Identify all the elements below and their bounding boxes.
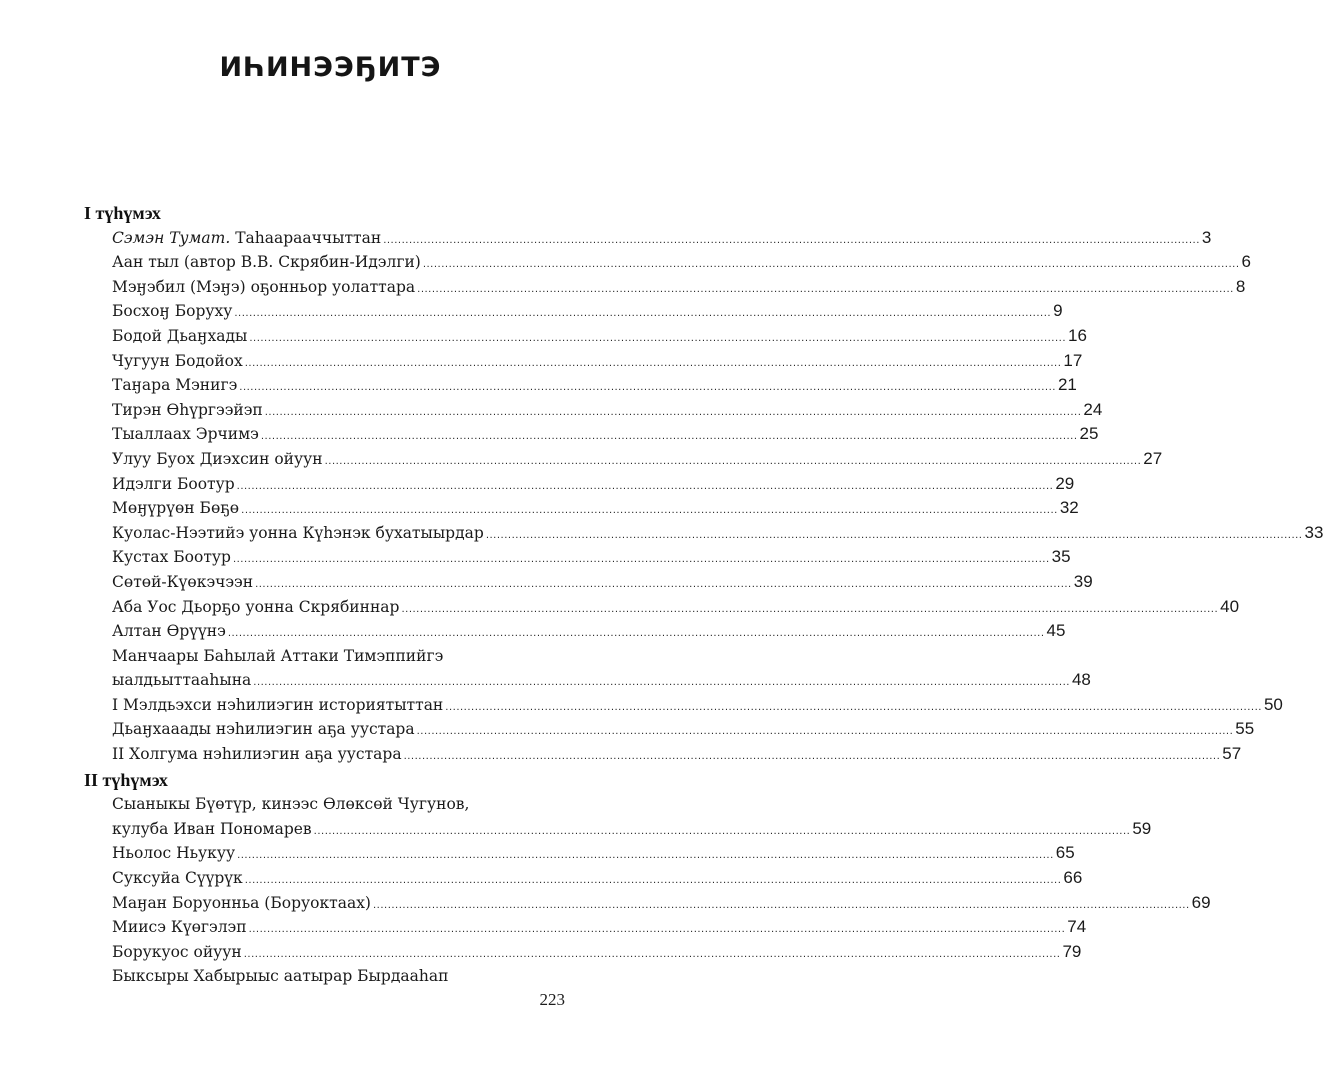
- toc-entry[interactable]: [84, 717, 1255, 742]
- toc-entry-title: [112, 226, 381, 251]
- toc-entry-page-number: 21: [1057, 375, 1077, 395]
- toc-entry[interactable]: [84, 521, 1323, 546]
- toc-entry-line: [112, 964, 564, 989]
- toc-entry-title: Быксыры Хабырыыс аатырар Бырдааһап: [112, 967, 449, 986]
- toc-entry-line: [112, 349, 1083, 374]
- toc-entry[interactable]: [84, 940, 1082, 965]
- toc-entry-line: [112, 299, 1063, 324]
- table-of-contents: [84, 200, 1323, 989]
- toc-entry-page-number: 57: [1222, 744, 1242, 764]
- toc-entry-line: [112, 250, 1251, 275]
- toc-entry[interactable]: [84, 250, 1251, 275]
- toc-entry[interactable]: [84, 472, 1075, 497]
- toc-entry-page-number: 32: [1059, 498, 1079, 518]
- toc-entry-line: [112, 693, 1283, 718]
- toc-entry-author: Сэмэн Тумат.: [112, 228, 231, 247]
- toc-entry-title: Кустах Боотур: [112, 548, 231, 567]
- toc-entry-page-number: 69: [1191, 892, 1211, 912]
- toc-entry-line: [112, 817, 1152, 842]
- toc-entry-title: Борукуос ойуун: [112, 942, 242, 961]
- toc-entry-title: II Холгума нэһилиэгин аҕа уустара: [112, 745, 402, 764]
- toc-entry-page-number: 74: [1067, 917, 1087, 937]
- toc-entry[interactable]: [84, 570, 1093, 595]
- toc-entry-page-number: 6: [1241, 252, 1251, 272]
- toc-entry-line: [112, 717, 1255, 742]
- toc-entry-page-number: 35: [1051, 547, 1071, 567]
- toc-entry[interactable]: [84, 349, 1083, 374]
- toc-entry[interactable]: [84, 373, 1077, 398]
- toc-entry-page-number: 59: [1132, 818, 1152, 838]
- toc-entry-title: Таӈара Мэнигэ: [112, 376, 238, 395]
- toc-entry-page-number: 3: [1201, 227, 1212, 247]
- toc-entry-line: [112, 447, 1163, 472]
- toc-entry-page-number: 45: [1046, 621, 1066, 641]
- toc-entry[interactable]: [84, 324, 1087, 349]
- toc-entry-line: [112, 472, 1075, 497]
- toc-entry-page-number: 16: [1068, 325, 1087, 345]
- toc-entry-line: [112, 841, 1075, 866]
- toc-entry[interactable]: [84, 226, 1212, 251]
- toc-entry-page-number: 40: [1220, 596, 1240, 616]
- toc-entry-page-number: 8: [1235, 276, 1246, 296]
- toc-entry[interactable]: [84, 398, 1103, 423]
- toc-entry-title: Аан тыл (автор В.В. Скрябин-Идэлги): [112, 253, 421, 272]
- toc-entry[interactable]: [84, 447, 1163, 472]
- toc-entry-title: Мөӈүрүөн Бөҕө: [112, 499, 240, 518]
- toc-entry-title: Сөтөй-Күөкэчээн: [112, 572, 254, 591]
- toc-entry[interactable]: [84, 619, 1066, 644]
- toc-entry[interactable]: [84, 595, 1240, 620]
- toc-entry-line: [112, 940, 1082, 965]
- toc-entry-line: [112, 595, 1240, 620]
- toc-entry-page-number: 79: [1062, 941, 1082, 961]
- toc-entry-page-number: 33: [1304, 522, 1323, 542]
- toc-entry[interactable]: [84, 915, 1087, 940]
- toc-entry-title: ыалдьыттааһына: [112, 671, 252, 690]
- toc-entry-line: [112, 398, 1103, 423]
- toc-entry-title: Сыаныкы Бүөтүр, кинээс Өлөксөй Чугунов,: [112, 795, 470, 814]
- toc-entry[interactable]: [84, 964, 564, 989]
- toc-entry[interactable]: [84, 545, 1071, 570]
- page-number: 223: [539, 990, 565, 1009]
- toc-entry-page-number: 17: [1063, 350, 1083, 370]
- toc-entry-page-number: 48: [1071, 670, 1091, 690]
- toc-entry-page-number: 50: [1263, 694, 1283, 714]
- section-heading: I түһүмэх: [84, 203, 161, 223]
- toc-entry-line: [112, 668, 1091, 693]
- toc-entry-page-number: 24: [1083, 399, 1103, 419]
- toc-entry[interactable]: [84, 644, 1091, 693]
- toc-entry-page-number: 9: [1053, 301, 1063, 321]
- toc-entry-line: [112, 496, 1079, 521]
- toc-entry-title: Чугуун Бодойох: [112, 351, 243, 370]
- toc-entry-line: [112, 915, 1087, 940]
- toc-entry-title: Маӈан Боруонньа (Боруоктаах): [112, 893, 371, 912]
- toc-entry-line: [112, 521, 1323, 546]
- toc-entry-page-number: 29: [1055, 473, 1075, 493]
- toc-entry-line: [112, 275, 1246, 300]
- toc-entry-title: Улуу Буох Диэхсин ойуун: [112, 449, 323, 468]
- toc-entry-page-number: 55: [1235, 719, 1255, 739]
- toc-entry-page-number: 25: [1079, 424, 1099, 444]
- toc-entry-line: [112, 373, 1077, 398]
- toc-entry[interactable]: [84, 275, 1246, 300]
- toc-entry-line: [112, 570, 1093, 595]
- toc-entry-line: [112, 226, 1212, 251]
- toc-entry-line: [112, 866, 1083, 891]
- toc-entry[interactable]: [84, 742, 1242, 767]
- dot-leader: [404, 745, 1221, 770]
- toc-entry-title: Тыаллаах Эрчимэ: [112, 425, 259, 444]
- toc-entry-page-number: 65: [1055, 843, 1075, 863]
- toc-entry-title: Миисэ Күөгэлэп: [112, 918, 247, 937]
- toc-entry[interactable]: [84, 866, 1083, 891]
- toc-entry[interactable]: [84, 496, 1079, 521]
- toc-entry[interactable]: [84, 299, 1063, 324]
- toc-entry[interactable]: [84, 891, 1211, 916]
- dot-leader: [486, 524, 1303, 549]
- toc-entry-title: Суксуйа Сүүрүк: [112, 869, 243, 888]
- toc-entry-title: I Мэлдьэхси нэһилиэгин историятыттан: [112, 695, 444, 714]
- toc-entry-line: [112, 619, 1066, 644]
- toc-entry[interactable]: [84, 841, 1075, 866]
- toc-entry-page-number: 66: [1063, 868, 1083, 888]
- toc-entry-title: Босхоӈ Боруху: [112, 302, 233, 321]
- toc-entry-line: [112, 742, 1242, 767]
- toc-entry-line: [112, 545, 1071, 570]
- dot-leader: [445, 696, 1262, 721]
- toc-entry-page-number: 27: [1143, 448, 1163, 468]
- toc-entry-title: Аба Уос Дьорҕо уонна Скрябиннар: [112, 597, 400, 616]
- toc-entry-title: Алтан Өрүүнэ: [112, 622, 226, 641]
- toc-entry-title: кулуба Иван Пономарев: [112, 819, 312, 838]
- toc-entry-title: Мэӈэбил (Мэӈэ) оҕонньор уолаттара: [112, 277, 416, 296]
- toc-entry-title: Ньолос Ньукуу: [112, 844, 236, 863]
- toc-entry-title: Дьаӈхааады нэһилиэгин аҕа уустара: [112, 720, 415, 739]
- toc-entry-line: [112, 644, 564, 669]
- toc-entry-line: [112, 792, 564, 817]
- toc-entry-title: Идэлги Боотур: [112, 474, 235, 493]
- toc-entry-title: Бодой Дьаӈхады: [112, 326, 248, 345]
- section-heading: II түһүмэх: [84, 769, 168, 790]
- toc-entry-page-number: 39: [1073, 571, 1093, 591]
- toc-entry-line: [112, 891, 1211, 916]
- page-title: ИҺИНЭЭҔИТЭ: [219, 52, 442, 83]
- toc-entry-title: Тирэн Өһүргээйэп: [112, 400, 263, 419]
- toc-entry[interactable]: [84, 422, 1099, 447]
- toc-entry-line: [112, 422, 1099, 447]
- toc-entry-title: Куолас-Нээтийэ уонна Күһэнэк бухатыырдар: [112, 523, 484, 542]
- toc-entry[interactable]: [84, 693, 1283, 718]
- toc-entry-line: [112, 324, 1087, 349]
- toc-entry-title-text: Таһаарааччыттан: [230, 228, 382, 247]
- toc-entry-title: Манчаары Баһылай Аттаки Тимэппийгэ: [112, 646, 444, 665]
- toc-entry[interactable]: [84, 792, 1152, 841]
